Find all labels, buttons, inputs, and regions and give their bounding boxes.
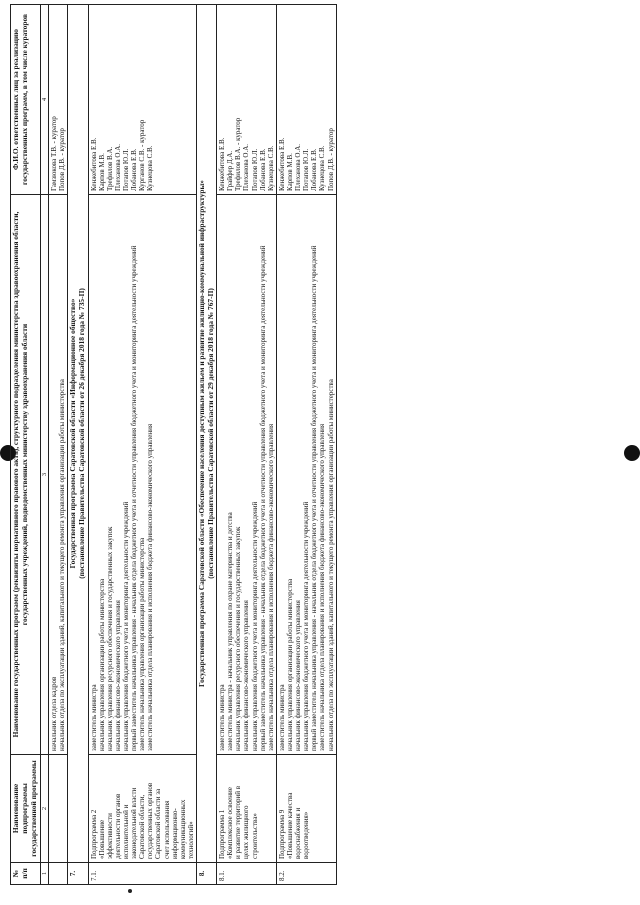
unit-line: начальник отдела кадров: [50, 676, 59, 751]
person-line: Лобанова Е.В.: [130, 148, 139, 191]
row-number: 7.1.: [88, 863, 196, 885]
units-cell: [276, 195, 336, 755]
unit-line: начальник отдела по эксплуатации зданий, капитального и текущего ремонта управления организации работы министерства: [58, 379, 67, 751]
person-line: Кенжебитова Е.В.: [277, 137, 286, 191]
person-line: Кенжебитова Е.В.: [89, 137, 98, 191]
unit-line: заместитель начальника отдела планирования и исполнения бюджета финансово-экономического управления: [146, 423, 155, 751]
persons-cell: [88, 5, 196, 195]
person-line: Кузнецова С.В.: [318, 145, 327, 191]
section-row: [196, 5, 216, 885]
person-line: Карпов М.В.: [97, 153, 106, 191]
table-body: [49, 5, 336, 885]
program-cell: [276, 755, 336, 863]
program-line: «Повышение качества: [285, 792, 294, 859]
section-cell: [196, 5, 216, 863]
column-number: 3: [40, 195, 49, 755]
person-line: Кузнецова С.В.: [266, 145, 275, 191]
program-cell: [217, 755, 277, 863]
section-cell: [68, 5, 88, 863]
person-line: Плеханова О.А.: [113, 143, 122, 191]
scan-mark: [128, 889, 132, 893]
unit-line: заместитель министра: [89, 684, 98, 751]
unit-line: начальник управления бюджетного учета и мониторинга деятельности учреждений: [250, 501, 259, 751]
responsibility-table: [10, 4, 337, 885]
program-line: строительства»: [250, 813, 259, 859]
unit-line: начальник управления организации работы министерства: [285, 578, 294, 751]
unit-line: заместитель министра - начальник управления по охране материнства и детства: [226, 512, 235, 751]
unit-line: заместитель начальника отдела планирования и исполнения бюджета финансово-экономического управления: [318, 423, 327, 751]
header-num: № п/п: [11, 863, 41, 885]
section-number: 7.: [68, 863, 88, 885]
person-line: Карпов М.В.: [285, 153, 294, 191]
person-line: Потапов Ю.Л.: [302, 148, 311, 191]
unit-line: начальник управления бюджетного учета и мониторинга деятельности учреждений: [302, 501, 311, 751]
table-row: [49, 5, 68, 885]
section-decree: (постановление Правительства Саратовской области от 26 декабря 2018 года № 735-П): [76, 288, 86, 579]
person-line: Потапов Ю.Л.: [121, 148, 130, 191]
program-line: государственных органов: [146, 782, 155, 859]
unit-line: начальник управления ресурсного обеспечения и государственных закупок: [234, 526, 243, 751]
program-line: Подпрограмма 9: [277, 809, 286, 859]
program-line: и развитие территорий в: [234, 785, 243, 859]
column-number: 2: [40, 755, 49, 863]
program-line: коммуникационных: [178, 799, 187, 859]
program-line: водоснабжения и: [294, 807, 303, 859]
unit-line: начальник финансово-экономического управления: [242, 600, 251, 751]
unit-line: первый заместитель начальника управления - начальник отдела бюджетного учета и отчетности управления бюджетного учета и мониторинга деятельности учреждений: [130, 245, 139, 751]
row-number: 8.2.: [276, 863, 336, 885]
header-persons: Ф.И.О. ответственных лиц за реализацию государственных программ, в том числе кураторов: [11, 5, 41, 195]
column-number: 4: [40, 5, 49, 195]
section-number: 8.: [196, 863, 216, 885]
binder-hole-bottom: [624, 445, 640, 461]
units-cell: [49, 195, 68, 755]
program-line: Подпрограмма 1: [218, 809, 227, 859]
unit-line: первый заместитель начальника управления - начальник отдела бюджетного учета и отчетности управления бюджетного учета и мониторинга деятельности учреждений: [310, 245, 319, 751]
program-line: исполнительной и: [121, 804, 130, 859]
program-line: эффективности: [105, 813, 114, 859]
program-cell: [49, 755, 68, 863]
program-cell: [88, 755, 196, 863]
section-title: Государственная программа Саратовской области «Информационное общество»: [68, 298, 78, 569]
program-line: Подпрограмма 2: [89, 809, 98, 859]
person-line: Кенжебитова Е.В.: [218, 137, 227, 191]
row-number: 8.1.: [217, 863, 277, 885]
row-number: [49, 863, 68, 885]
unit-line: первый заместитель начальника управления - начальник отдела бюджетного учета и отчетности управления бюджетного учета и мониторинга деятельности учреждений: [258, 245, 267, 751]
person-line: Трефилов В.А.: [105, 146, 114, 191]
unit-line: начальник финансово-экономического управления: [113, 600, 122, 751]
person-line: Потапов Ю.Л.: [250, 148, 259, 191]
header-row: [11, 5, 41, 885]
persons-cell: [49, 5, 68, 195]
section-decree: (постановление Правительства Саратовской области от 29 декабря 2018 года № 767-П): [205, 288, 215, 579]
program-line: «Повышение: [97, 819, 106, 859]
person-line: Попов Д.В. - куратор: [58, 128, 67, 191]
person-line: Попов Д.В. - куратор: [326, 128, 335, 191]
unit-line: начальник финансово-экономического управления: [294, 600, 303, 751]
column-number-row: [40, 5, 49, 885]
unit-line: начальник управления бюджетного учета и мониторинга деятельности учреждений: [121, 501, 130, 751]
person-line: Плеханова О.А.: [294, 143, 303, 191]
table-row: [88, 5, 196, 885]
person-line: Трефилов В.А. - куратор: [234, 117, 243, 191]
unit-line: заместитель начальника управления организации работы министерства: [138, 537, 147, 751]
unit-line: заместитель начальника отдела планирования и исполнения бюджета финансово-экономического управления: [266, 423, 275, 751]
header-units: Наименование государственных программ (реквизиты нормативного правового акта), структурного подразделения министерства здравоохранения области, государственных учреждений, подведомственных министерству здравоохранения области: [11, 195, 41, 755]
program-line: целях жилищного: [242, 805, 251, 859]
persons-cell: [276, 5, 336, 195]
program-line: Саратовской области,: [138, 794, 147, 859]
program-line: технологий»: [186, 821, 195, 859]
person-line: Плеханова О.А.: [242, 143, 251, 191]
person-line: Курганов С.В. - куратор: [138, 119, 147, 191]
person-line: Лобанова Е.В.: [310, 148, 319, 191]
table-row: [276, 5, 336, 885]
units-cell: [217, 195, 277, 755]
section-row: [68, 5, 88, 885]
program-line: Саратовской области за: [154, 788, 163, 859]
table-row: [217, 5, 277, 885]
unit-line: начальник управления ресурсного обеспечения и государственных закупок: [105, 526, 114, 751]
person-line: Лобанова Е.В.: [258, 148, 267, 191]
unit-line: заместитель министра: [218, 684, 227, 751]
unit-line: начальник управления организации работы министерства: [97, 578, 106, 751]
program-line: «Комплексное освоение: [226, 787, 235, 859]
units-cell: [88, 195, 196, 755]
persons-cell: [217, 5, 277, 195]
program-line: законодательной власти: [130, 787, 139, 859]
section-title: Государственная программа Саратовской области «Обеспечение населения доступным жильем и развитие жилищно-коммунальной инфраструктуры»: [196, 180, 206, 687]
unit-line: заместитель министра: [277, 684, 286, 751]
program-line: информационно-: [170, 808, 179, 859]
program-line: счет использования: [162, 800, 171, 859]
person-line: Гамзюкова Т.В. - куратор: [50, 116, 59, 191]
person-line: Грайфер Д.А.: [226, 150, 235, 191]
header-program: Наименование подпрограммы государственной программы: [11, 755, 41, 863]
program-line: водоотведения»: [302, 811, 311, 859]
program-line: деятельности органов: [113, 793, 122, 859]
unit-line: начальник отдела по эксплуатации зданий, капитального и текущего ремонта управления организации работы министерства: [326, 379, 335, 751]
column-number: 1: [40, 863, 49, 885]
person-line: Кузнецова С.В.: [146, 145, 155, 191]
